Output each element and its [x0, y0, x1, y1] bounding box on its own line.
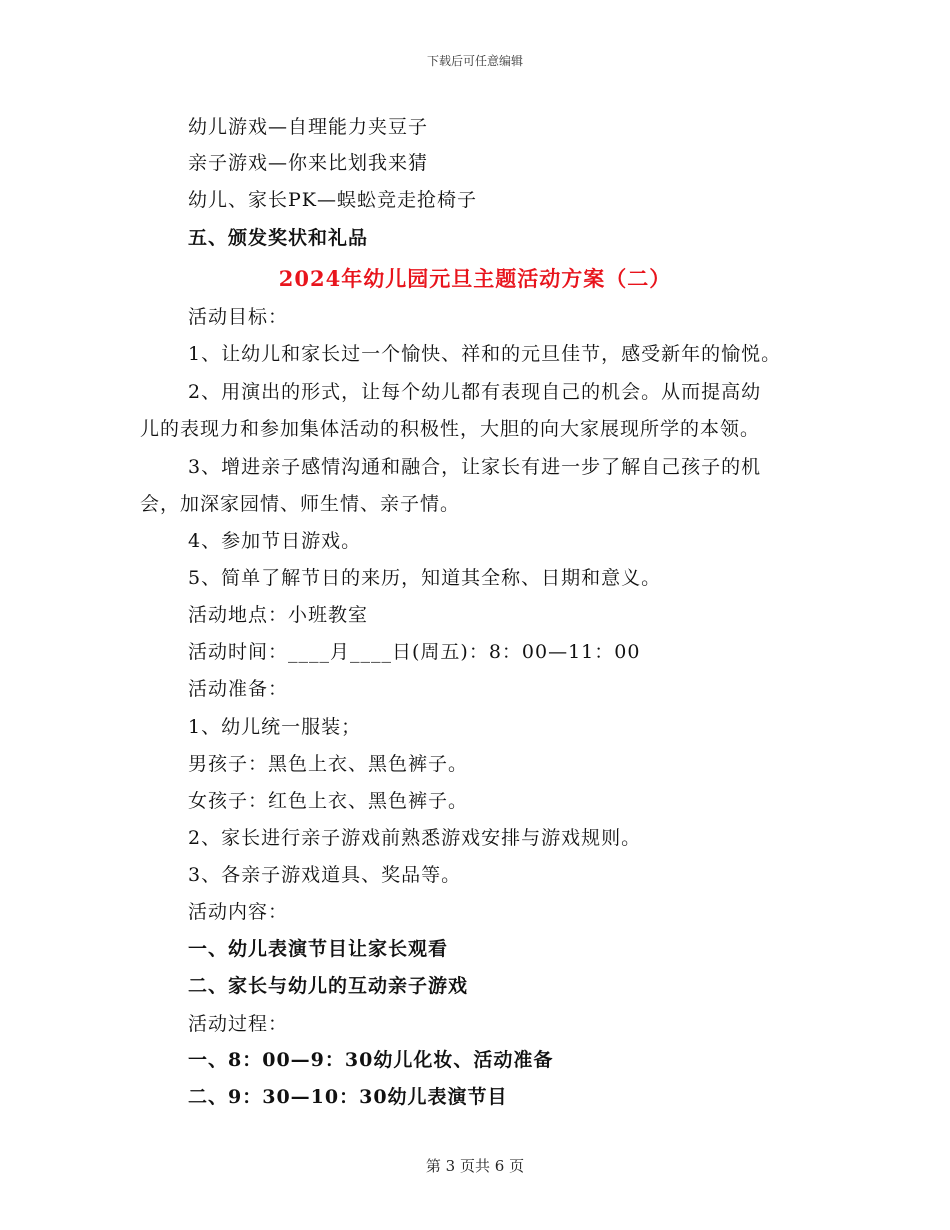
process-step-1: 一、8：00—9：30幼儿化妆、活动准备: [188, 1049, 554, 1071]
content-heading-1: 一、幼儿表演节目让家长观看: [188, 938, 449, 960]
activity-prep-label: 活动准备：: [188, 678, 289, 700]
goal-item-4: 4、参加节日游戏。: [188, 530, 362, 552]
goal-item-2: 2、用演出的形式，让每个幼儿都有表现自己的机会。从而提高幼: [188, 381, 762, 403]
goal-item-5: 5、简单了解节日的来历，知道其全称、日期和意义。: [188, 567, 662, 589]
content-heading-2: 二、家长与幼儿的互动亲子游戏: [188, 975, 469, 997]
goal-item-3: 3、增进亲子感情沟通和融合，让家长有进一步了解自己孩子的机: [188, 456, 762, 478]
game-line-3: 幼儿、家长PK—蜈蚣竞走抢椅子: [188, 189, 477, 211]
goal-item-2-cont: 儿的表现力和参加集体活动的积极性，大胆的向大家展现所学的本领。: [140, 418, 761, 440]
activity-location: 活动地点：小班教室: [188, 604, 369, 626]
process-step-2: 二、9：30—10：30幼儿表演节目: [188, 1086, 508, 1108]
activity-content-label: 活动内容：: [188, 901, 289, 923]
prep-item-3: 3、各亲子游戏道具、奖品等。: [188, 864, 462, 886]
game-line-1: 幼儿游戏—自理能力夹豆子: [188, 116, 429, 138]
prep-item-2: 2、家长进行亲子游戏前熟悉游戏安排与游戏规则。: [188, 827, 642, 849]
goal-item-1: 1、让幼儿和家长过一个愉快、祥和的元旦佳节，感受新年的愉悦。: [188, 343, 782, 365]
prep-girls: 女孩子：红色上衣、黑色裤子。: [188, 790, 469, 812]
goal-item-3-cont: 会，加深家园情、师生情、亲子情。: [140, 493, 461, 515]
activity-time: 活动时间：____月____日(周五)：8：00—11：00: [188, 641, 641, 663]
game-line-2: 亲子游戏—你来比划我来猜: [188, 152, 429, 174]
prep-item-1: 1、幼儿统一服装；: [188, 716, 362, 738]
activity-goals-label: 活动目标：: [188, 306, 289, 328]
activity-process-label: 活动过程：: [188, 1013, 289, 1035]
page-header: 下载后可任意编辑: [426, 54, 523, 68]
page-footer: 第 3 页共 6 页: [425, 1157, 525, 1175]
prep-boys: 男孩子：黑色上衣、黑色裤子。: [188, 753, 469, 775]
section-heading-awards: 五、颁发奖状和礼品: [188, 227, 369, 249]
document-title: 2024年幼儿园元旦主题活动方案（二）: [278, 266, 672, 291]
